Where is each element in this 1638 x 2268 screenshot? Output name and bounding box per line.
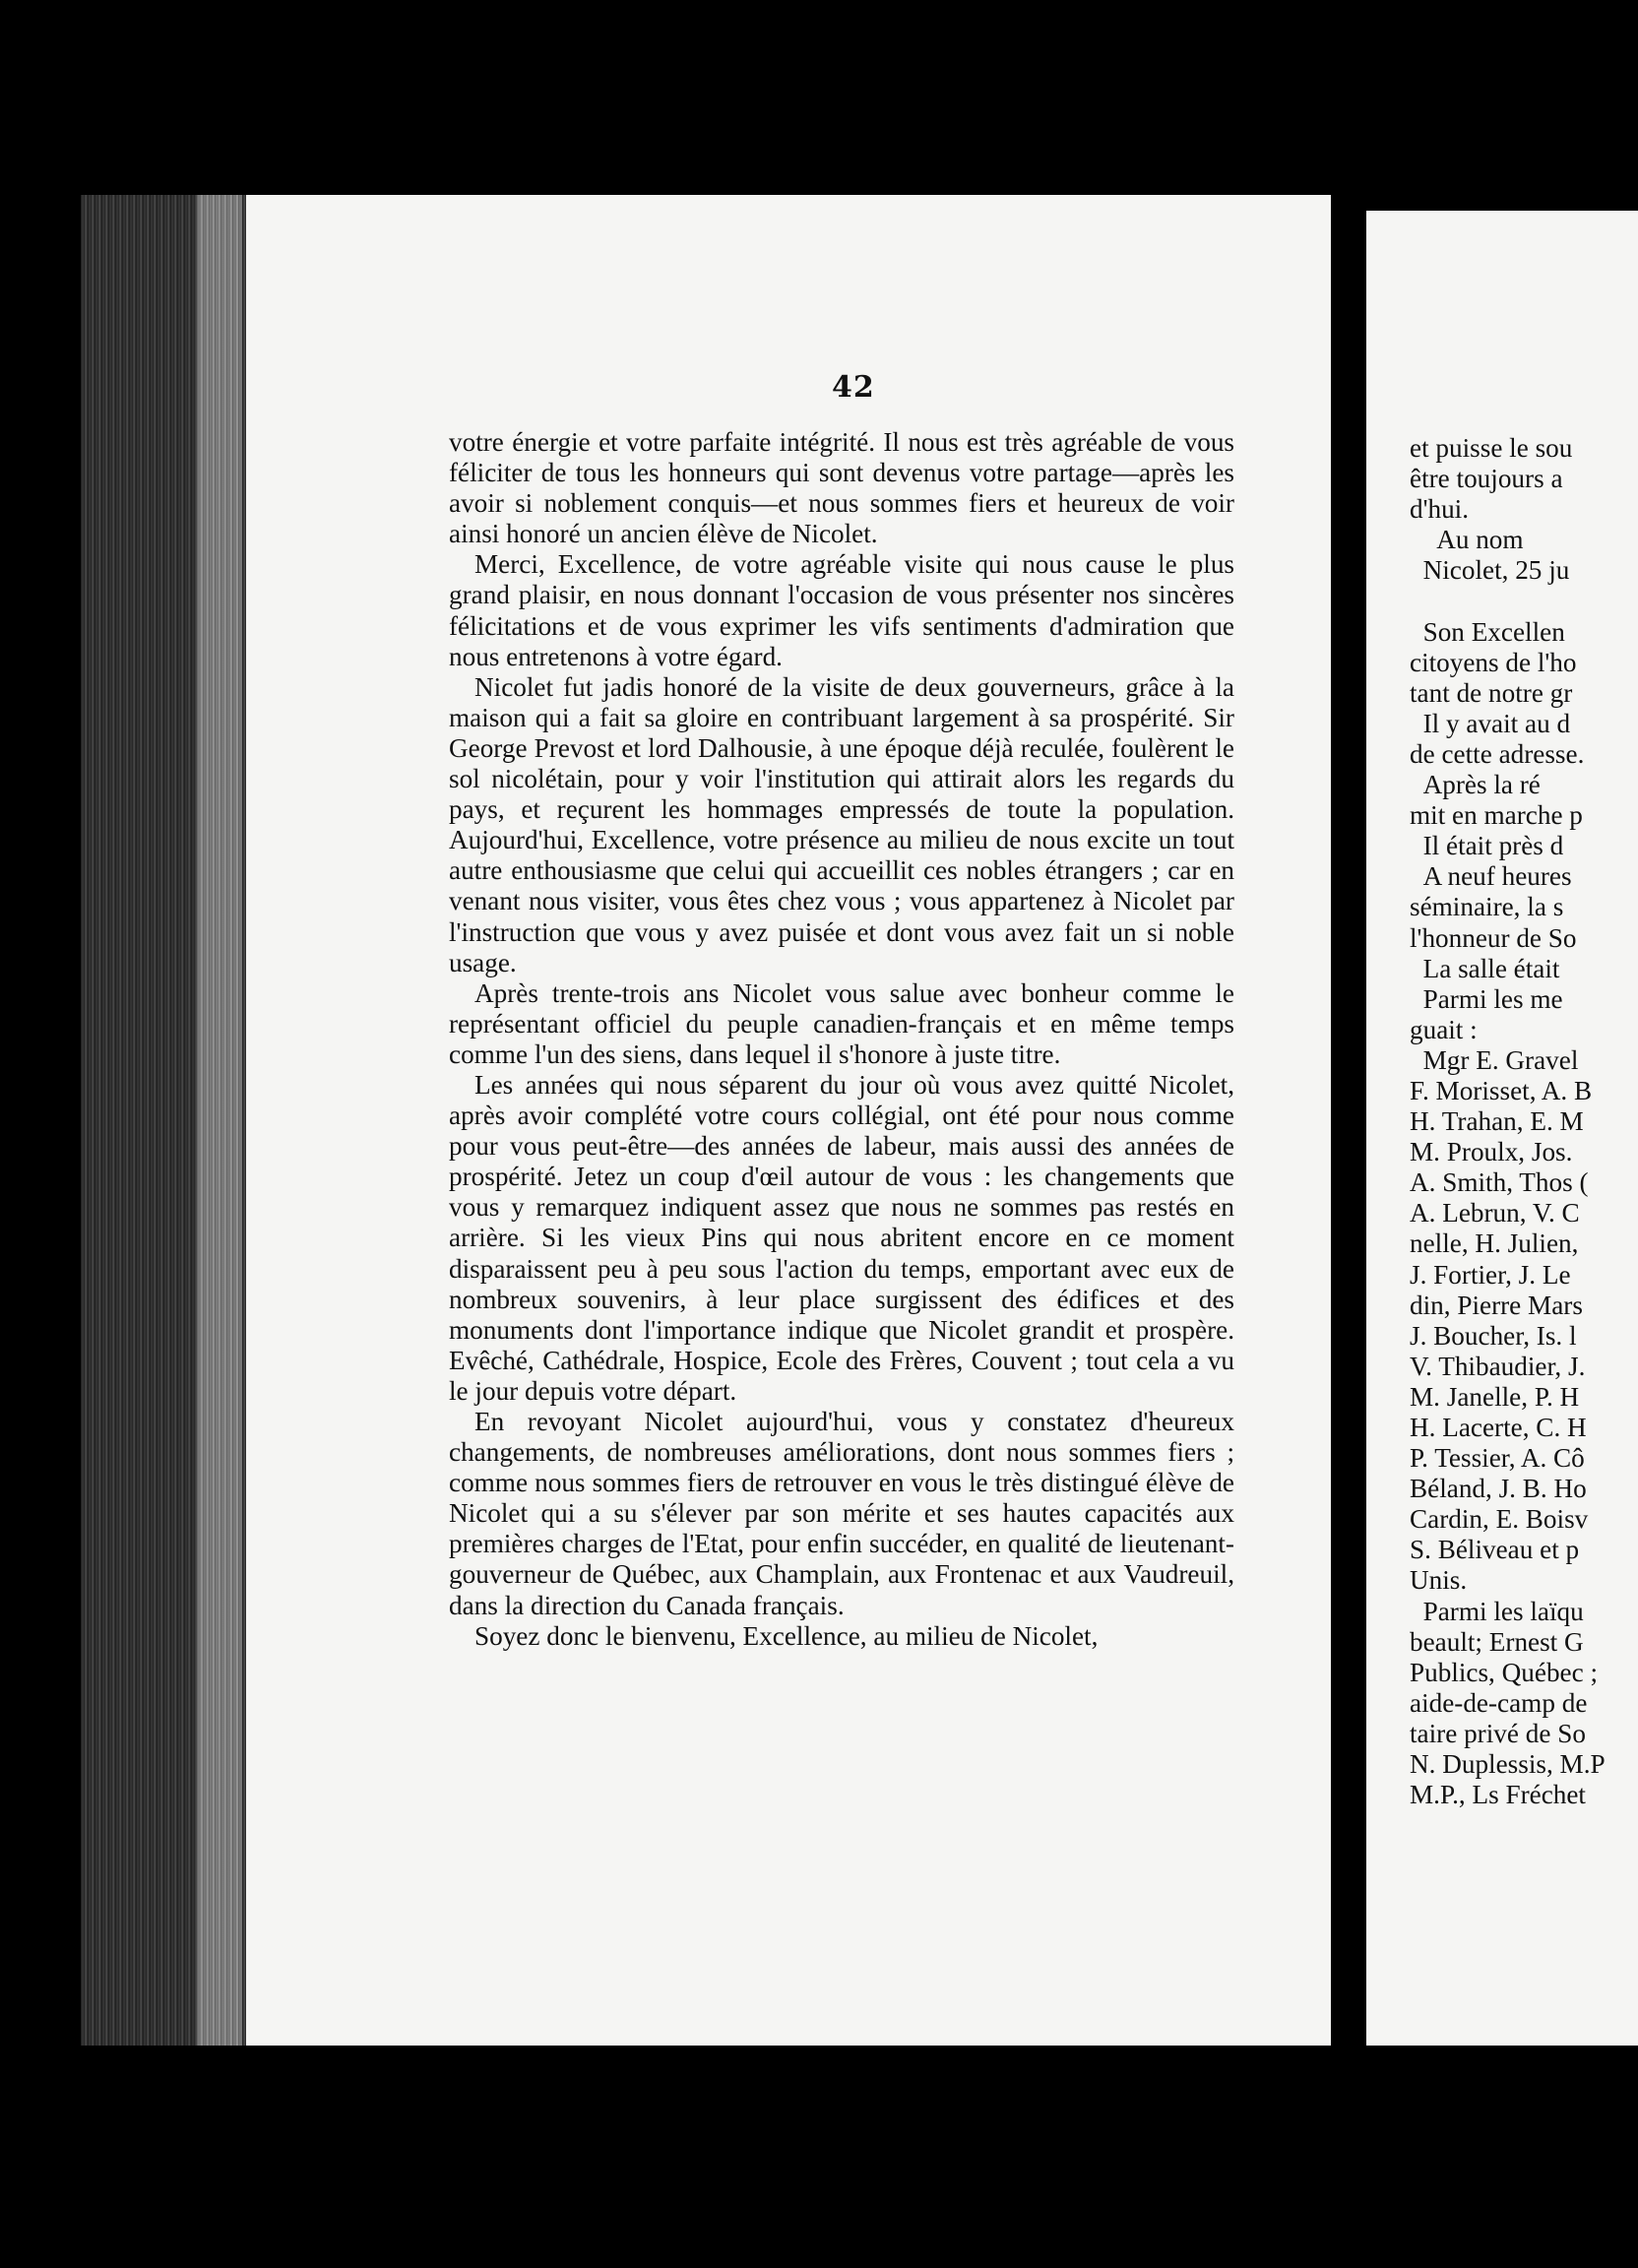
right-page-line: Il y avait au d [1410,708,1571,738]
right-page-line: J. Boucher, Is. l [1410,1320,1577,1351]
right-page-line: Mgr E. Gravel [1410,1044,1579,1075]
right-page-line: Cardin, E. Boisv [1410,1504,1589,1535]
right-page-line: nelle, H. Julien, [1410,1228,1579,1259]
paragraph: Soyez donc le bienvenu, Excellence, au milieu de Nicolet, [474,1620,1099,1651]
right-page-line: être toujours a [1410,464,1563,494]
right-page-line: J. Fortier, J. Le [1410,1259,1571,1290]
right-page-line: Parmi les laïqu [1410,1596,1584,1626]
right-page-line: d'hui. [1410,494,1470,525]
right-page-line: P. Tessier, A. Cô [1410,1443,1585,1474]
right-page-line: Parmi les me [1410,983,1563,1014]
right-page-line: mit en marche p [1410,800,1583,831]
paragraph: Les années qui nous séparent du jour où vous avez quitté Nicolet, après avoir complété votre cours collégial, ont été pour nous comme pour vous peut-être—des années de labeur, mais aussi des années de prospérité. Jetez un coup d'œil autour de vous : les changements que vous y remarquez indiquent assez que nous ne sommes pas restés en arrière. Si les vieux Pins qui nous abritent encore en ce moment disparaissent peu à peu sous l'action du temps, emportant avec eux de nombreux souvenirs, à leur place surgissent des édifices et des monuments dont l'importance indique que Nicolet grandit et prospère. Evêché, Cathédrale, Hospice, Ecole des Frères, Couvent ; tout cela a vu le jour depuis votre départ. [449,1069,1234,1406]
right-page-line: A. Smith, Thos ( [1410,1167,1589,1198]
right-page-line: Il était près d [1410,831,1564,861]
right-page-line: M. Janelle, P. H [1410,1381,1580,1412]
right-page-line: beault; Ernest G [1410,1626,1584,1657]
book-gutter [1331,195,1366,2046]
right-page-line: F. Morisset, A. B [1410,1075,1593,1105]
right-page-line: V. Thibaudier, J. [1410,1351,1586,1381]
right-page-line: Béland, J. B. Ho [1410,1474,1587,1504]
right-page-line: guait : [1410,1014,1478,1044]
right-page-line: H. Lacerte, C. H [1410,1413,1587,1442]
right-page-line: N. Duplessis, M.P [1410,1749,1606,1780]
paragraph: votre énergie et votre parfaite intégrité. Il nous est très agréable de vous féliciter de tous les honneurs qui sont devenus votre partage—après les avoir si noblement conquis—et nous sommes fiers et heureux de voir ainsi honoré un ancien élève de Nicolet. [449,427,1234,549]
right-page-line: M.P., Ls Fréchet [1410,1780,1586,1810]
right-page-line: H. Trahan, E. M [1410,1106,1584,1137]
paragraph: En revoyant Nicolet aujourd'hui, vous y constatez d'heureux changements, de nombreuses améliorations, dont nous sommes fiers ; comme nous sommes fiers de retrouver en vous le très distingué élève de Nicolet qui a su s'élever par son mérite et ses hautes capacités aux premières charges de l'Etat, pour enfin succéder, en qualité de lieutenant-gouverneur de Québec, aux Champlain, aux Frontenac et aux Vaudreuil, dans la direction du Canada français. [449,1407,1234,1620]
right-page-text [1410,433,1638,1810]
right-page-line: taire privé de So [1410,1718,1586,1748]
book-page-edges-highlight [197,195,242,2046]
right-page-line [1410,586,1638,616]
right-page-line: Après la ré [1410,770,1541,800]
left-page-text [449,427,1234,1652]
right-page-line: Unis. [1410,1565,1468,1596]
paragraph: Après trente-trois ans Nicolet vous salue avec bonheur comme le représentant officiel du peuple canadien-français et en même temps comme l'un des siens, dans lequel il s'honore à juste titre. [449,977,1234,1069]
right-page-line: A neuf heures [1410,861,1572,892]
right-page-line: et puisse le sou [1410,433,1573,463]
right-page-line: Publics, Québec ; [1410,1657,1599,1687]
right-page-line: Au nom [1410,525,1524,555]
right-page-line: tant de notre gr [1410,677,1573,708]
paragraph: Nicolet fut jadis honoré de la visite de deux gouverneurs, grâce à la maison qui a fait sa gloire en contribuant largement à sa prospérité. Sir George Prevost et lord Dalhousie, à une époque déjà reculée, foulèrent le sol nicolétain, pour y voir l'institution qui attirait alors les regards du pays, et reçurent les hommages empressés de toute la population. Aujourd'hui, Excellence, votre présence au milieu de nous excite un tout autre enthousiasme que celui qui accueillit ces nobles étrangers ; car en venant nous visiter, vous êtes chez vous ; vous appartenez à Nicolet par l'instruction que vous y avez puisée et dont vous avez fait un si noble usage. [449,671,1234,977]
right-page-line: M. Proulx, Jos. [1410,1137,1573,1167]
right-page-line: l'honneur de So [1410,922,1577,953]
right-page-line: La salle était [1410,953,1560,983]
right-page-line: citoyens de l'ho [1410,647,1577,677]
right-page-line: Nicolet, 25 ju [1410,555,1570,586]
right-page-line: din, Pierre Mars [1410,1290,1583,1320]
right-page-line: séminaire, la s [1410,892,1564,922]
right-page-line: aide-de-camp de [1410,1687,1588,1718]
right-page-line: de cette adresse. [1410,738,1585,769]
right-page-line: Son Excellen [1410,616,1565,647]
paragraph: Merci, Excellence, de votre agréable visite qui nous cause le plus grand plaisir, en nous donnant l'occasion de vous présenter nos sincères félicitations et de vous exprimer les vifs sentiments d'admiration que nous entretenons à votre égard. [449,549,1234,671]
right-page-line: S. Béliveau et p [1410,1535,1580,1565]
page-number: 42 [832,370,875,405]
right-page-line: A. Lebrun, V. C [1410,1198,1580,1228]
